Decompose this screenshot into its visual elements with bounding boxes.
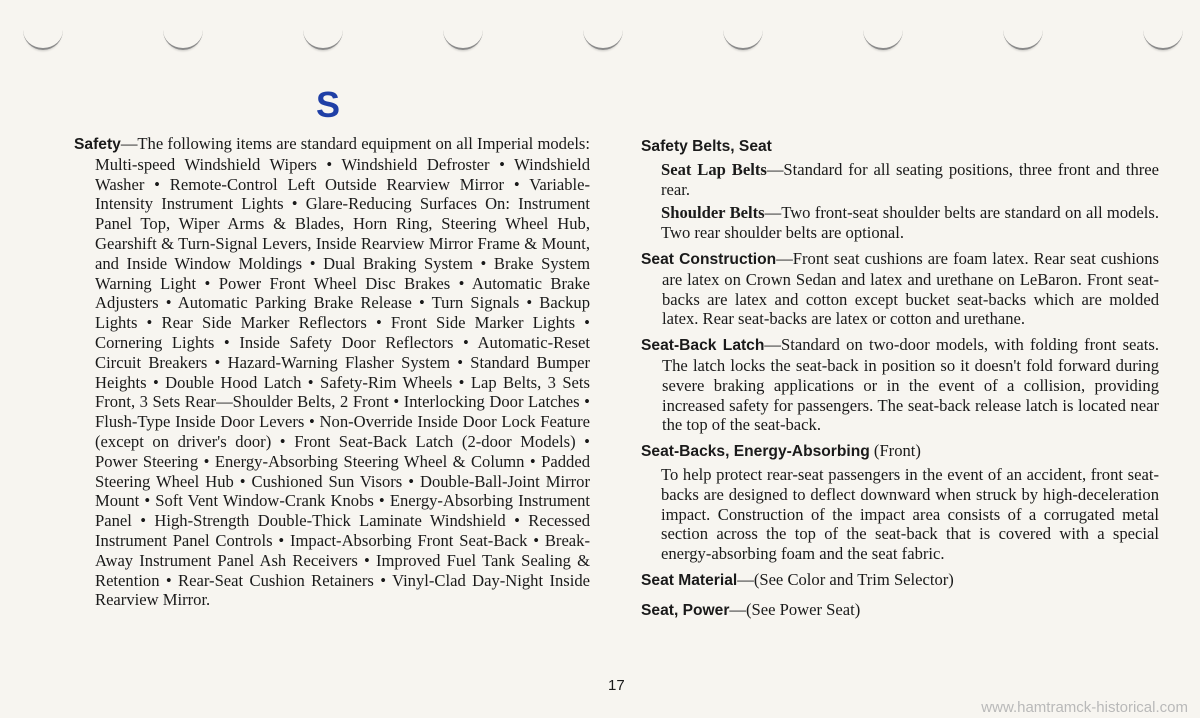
seat-material-term: Seat Material — [641, 571, 738, 589]
seat-backs-energy-heading — [641, 441, 1159, 462]
seat-power-term: Seat, Power — [641, 601, 730, 619]
seat-backs-energy-text: To help protect rear-seat passengers in the event of an accident, front seat-backs are designed to deflect downward when struck by high-deceleration impact. Construction of the impact area consists of a corrugated metal section across the top of the seat-back that is covered with a special energy-absorbing foam and the seat fabric. — [661, 464, 1159, 564]
safety-belts-heading: Safety Belts, Seat — [641, 138, 772, 155]
shoulder-belts-text: —Two front-seat shoulder belts are standard on all models. Two rear shoulder belts are optional. — [661, 203, 1159, 243]
binder-hole — [23, 22, 63, 50]
binder-hole — [1143, 22, 1183, 50]
safety-entry — [74, 134, 590, 610]
seat-material-entry — [641, 570, 1159, 591]
seat-lap-belts-entry — [661, 160, 1159, 200]
seat-backs-energy-term: Seat-Backs, Energy-Absorbing — [641, 443, 870, 461]
binder-hole — [723, 22, 763, 50]
section-letter: S — [316, 84, 341, 125]
seat-construction-entry — [641, 249, 1159, 329]
seat-back-latch-term: Seat-Back Latch — [641, 337, 765, 355]
binder-hole — [443, 22, 483, 50]
right-column — [641, 136, 1159, 624]
seat-back-latch-entry — [641, 335, 1159, 435]
watermark: www.hamtramck-historical.com — [981, 699, 1188, 716]
safety-belts-entry — [641, 136, 1159, 157]
seat-back-latch-text: —Standard on two-door models, with folding front seats. The latch locks the seat-back in position so it doesn't fold forward during severe braking applications or in the event of a collision, providing increased safety for passengers. The seat-back release latch is located near the top of the seat-back. — [662, 335, 1159, 435]
shoulder-belts-term: Shoulder Belts — [661, 203, 765, 223]
page-number: 17 — [608, 677, 625, 694]
shoulder-belts-entry — [661, 203, 1159, 243]
binder-hole — [583, 22, 623, 50]
safety-term: Safety — [74, 136, 121, 153]
binder-hole — [303, 22, 343, 50]
seat-construction-term: Seat Construction — [641, 250, 777, 268]
seat-material-text: —(See Color and Trim Selector) — [737, 569, 954, 589]
seat-power-text: —(See Power Seat) — [729, 599, 861, 619]
seat-construction-text: —Front seat cushions are foam latex. Rear seat cushions are latex on Crown Sedan and latex and urethane on LeBaron. Front seat-backs are latex and cotton except bucket seat-backs which are molded latex. Rear seat-backs are latex or cotton and urethane. — [662, 248, 1159, 329]
binder-hole — [163, 22, 203, 50]
seat-power-entry — [641, 600, 1159, 621]
binder-hole — [1003, 22, 1043, 50]
left-column — [74, 134, 590, 616]
seat-lap-belts-text: —Standard for all seating positions, three front and three rear. — [661, 159, 1160, 199]
seat-backs-energy-qualifier: (Front) — [869, 441, 921, 461]
binder-hole — [863, 22, 903, 50]
safety-text: —The following items are standard equipment on all Imperial models: Multi-speed Windshield Wipers • Windshield Defroster • Windshield Washer • Remote-Control Left Outside Rearview Mirror • Variable-Intensity Instrument Lights • Glare-Reducing Surfaces On: Instrument Panel Top, Wiper Arms & Blades, Horn Ring, Steering Wheel Hub, Gearshift & Turn-Signal Levers, Inside Rearview Mirror Frame & Mount, and Inside Window Moldings • Dual Braking System • Brake System Warning Light • Power Front Wheel Disc Brakes • Automatic Brake Adjusters • Automatic Parking Brake Release • Turn Signals • Backup Lights • Rear Side Marker Reflectors • Front Side Marker Lights • Cornering Lights • Inside Safety Door Reflectors • Automatic-Reset Circuit Breakers • Hazard-Warning Flasher System • Standard Bumper Heights • Double Hood Latch • Safety-Rim Wheels • Lap Belts, 3 Sets Front, 3 Sets Rear—Shoulder Belts, 2 Front • Interlocking Door Latches • Flush-Type Inside Door Levers • Non-Override Inside Door Lock Feature (except on driver's door) • Front Seat-Back Latch (2-door Models) • Power Steering • Energy-Absorbing Steering Wheel & Column • Padded Steering Wheel Hub • Cushioned Sun Visors • Double-Ball-Joint Mirror Mount • Soft Vent Window-Crank Knobs • Energy-Absorbing Instrument Panel • High-Strength Double-Thick Laminate Windshield • Recessed Instrument Panel Controls • Impact-Absorbing Front Seat-Back • Break-Away Instrument Panel Ash Receivers • Improved Fuel Tank Sealing & Retention • Rear-Seat Cushion Retainers • Vinyl-Clad Day-Night Inside Rearview Mirror. — [95, 134, 590, 610]
binder-holes — [0, 0, 1200, 60]
seat-lap-belts-term: Seat Lap Belts — [661, 159, 767, 179]
